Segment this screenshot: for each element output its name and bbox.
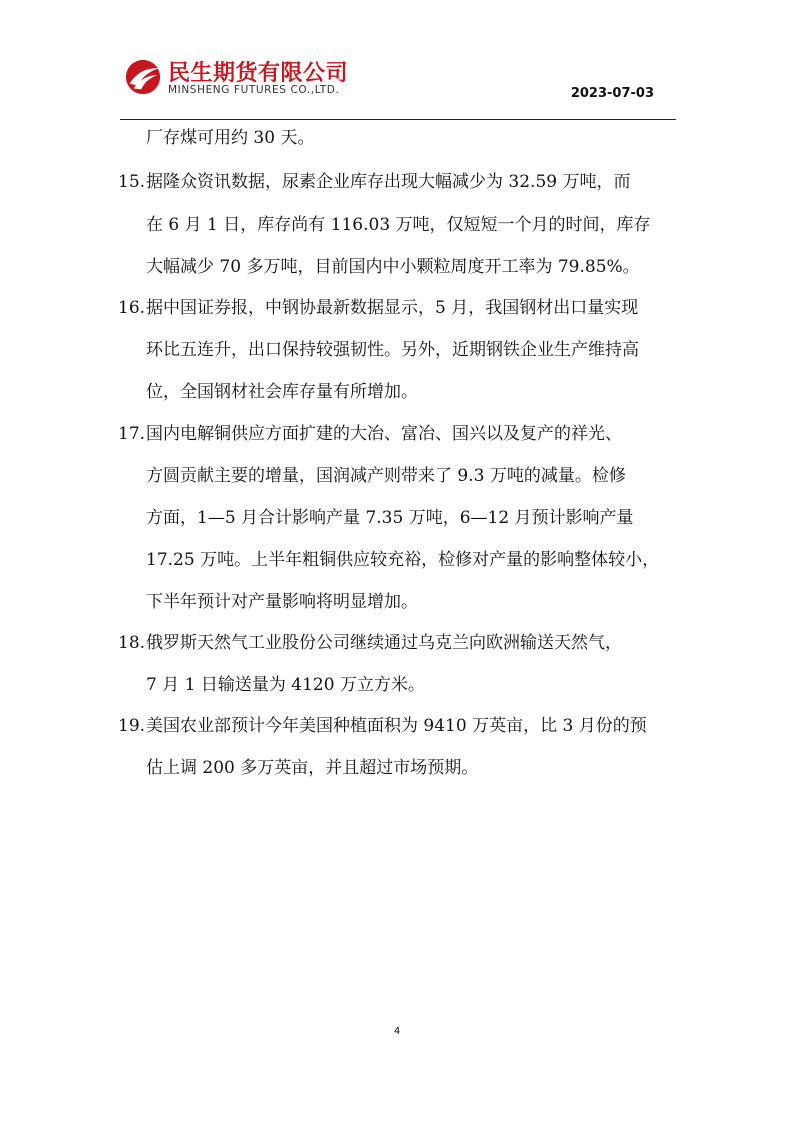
- item-line: 下半年预计对产量影响将明显增加。: [146, 592, 418, 612]
- item-line: 大幅减少 70 多万吨，目前国内中小颗粒周度开工率为 79.85%。: [146, 257, 640, 277]
- item-line: 位，全国钢材社会库存量有所增加。: [146, 382, 418, 402]
- item-line: 国内电解铜供应方面扩建的大冶、富冶、国兴以及复产的祥光、: [146, 424, 622, 444]
- header-divider: [120, 119, 676, 120]
- item-line: 俄罗斯天然气工业股份公司继续通过乌克兰向欧洲输送天然气，: [146, 633, 622, 653]
- company-logo-icon: [124, 58, 162, 96]
- item-line: 环比五连升，出口保持较强韧性。另外，近期钢铁企业生产维持高: [146, 340, 639, 360]
- item-line: 7 月 1 日输送量为 4120 万立方米。: [146, 675, 425, 695]
- item-number: 18.: [118, 633, 146, 653]
- page-number: 4: [393, 1026, 401, 1037]
- report-date: 2023-07-03: [570, 86, 654, 101]
- item-number: 15.: [118, 172, 146, 192]
- item-line: 据隆众资讯数据，尿素企业库存出现大幅减少为 32.59 万吨，而: [146, 172, 631, 192]
- report-header: [120, 50, 676, 120]
- item-line: 美国农业部预计今年美国种植面积为 9410 万英亩，比 3 月份的预: [146, 716, 647, 736]
- company-name-cn: 民生期货有限公司: [168, 61, 349, 86]
- item-number: 17.: [118, 424, 146, 444]
- item-line: 据中国证券报，中钢协最新数据显示，5 月，我国钢材出口量实现: [146, 298, 639, 318]
- item-line: 方面，1—5 月合计影响产量 7.35 万吨，6—12 月预计影响产量: [146, 508, 634, 528]
- item-number: 16.: [118, 298, 146, 318]
- continuation-text: 厂存煤可用约 30 天。: [146, 128, 315, 148]
- item-line: 在 6 月 1 日，库存尚有 116.03 万吨，仅短短一个月的时间，库存: [146, 215, 651, 235]
- item-number: 19.: [118, 716, 146, 736]
- item-line: 方圆贡献主要的增量，国润减产则带来了 9.3 万吨的减量。检修: [146, 466, 626, 486]
- item-line: 估上调 200 多万英亩，并且超过市场预期。: [146, 758, 479, 778]
- company-name-en: MINSHENG FUTURES CO.,LTD.: [168, 84, 340, 96]
- item-line: 17.25 万吨。上半年粗铜供应较充裕，检修对产量的影响整体较小，: [146, 550, 660, 570]
